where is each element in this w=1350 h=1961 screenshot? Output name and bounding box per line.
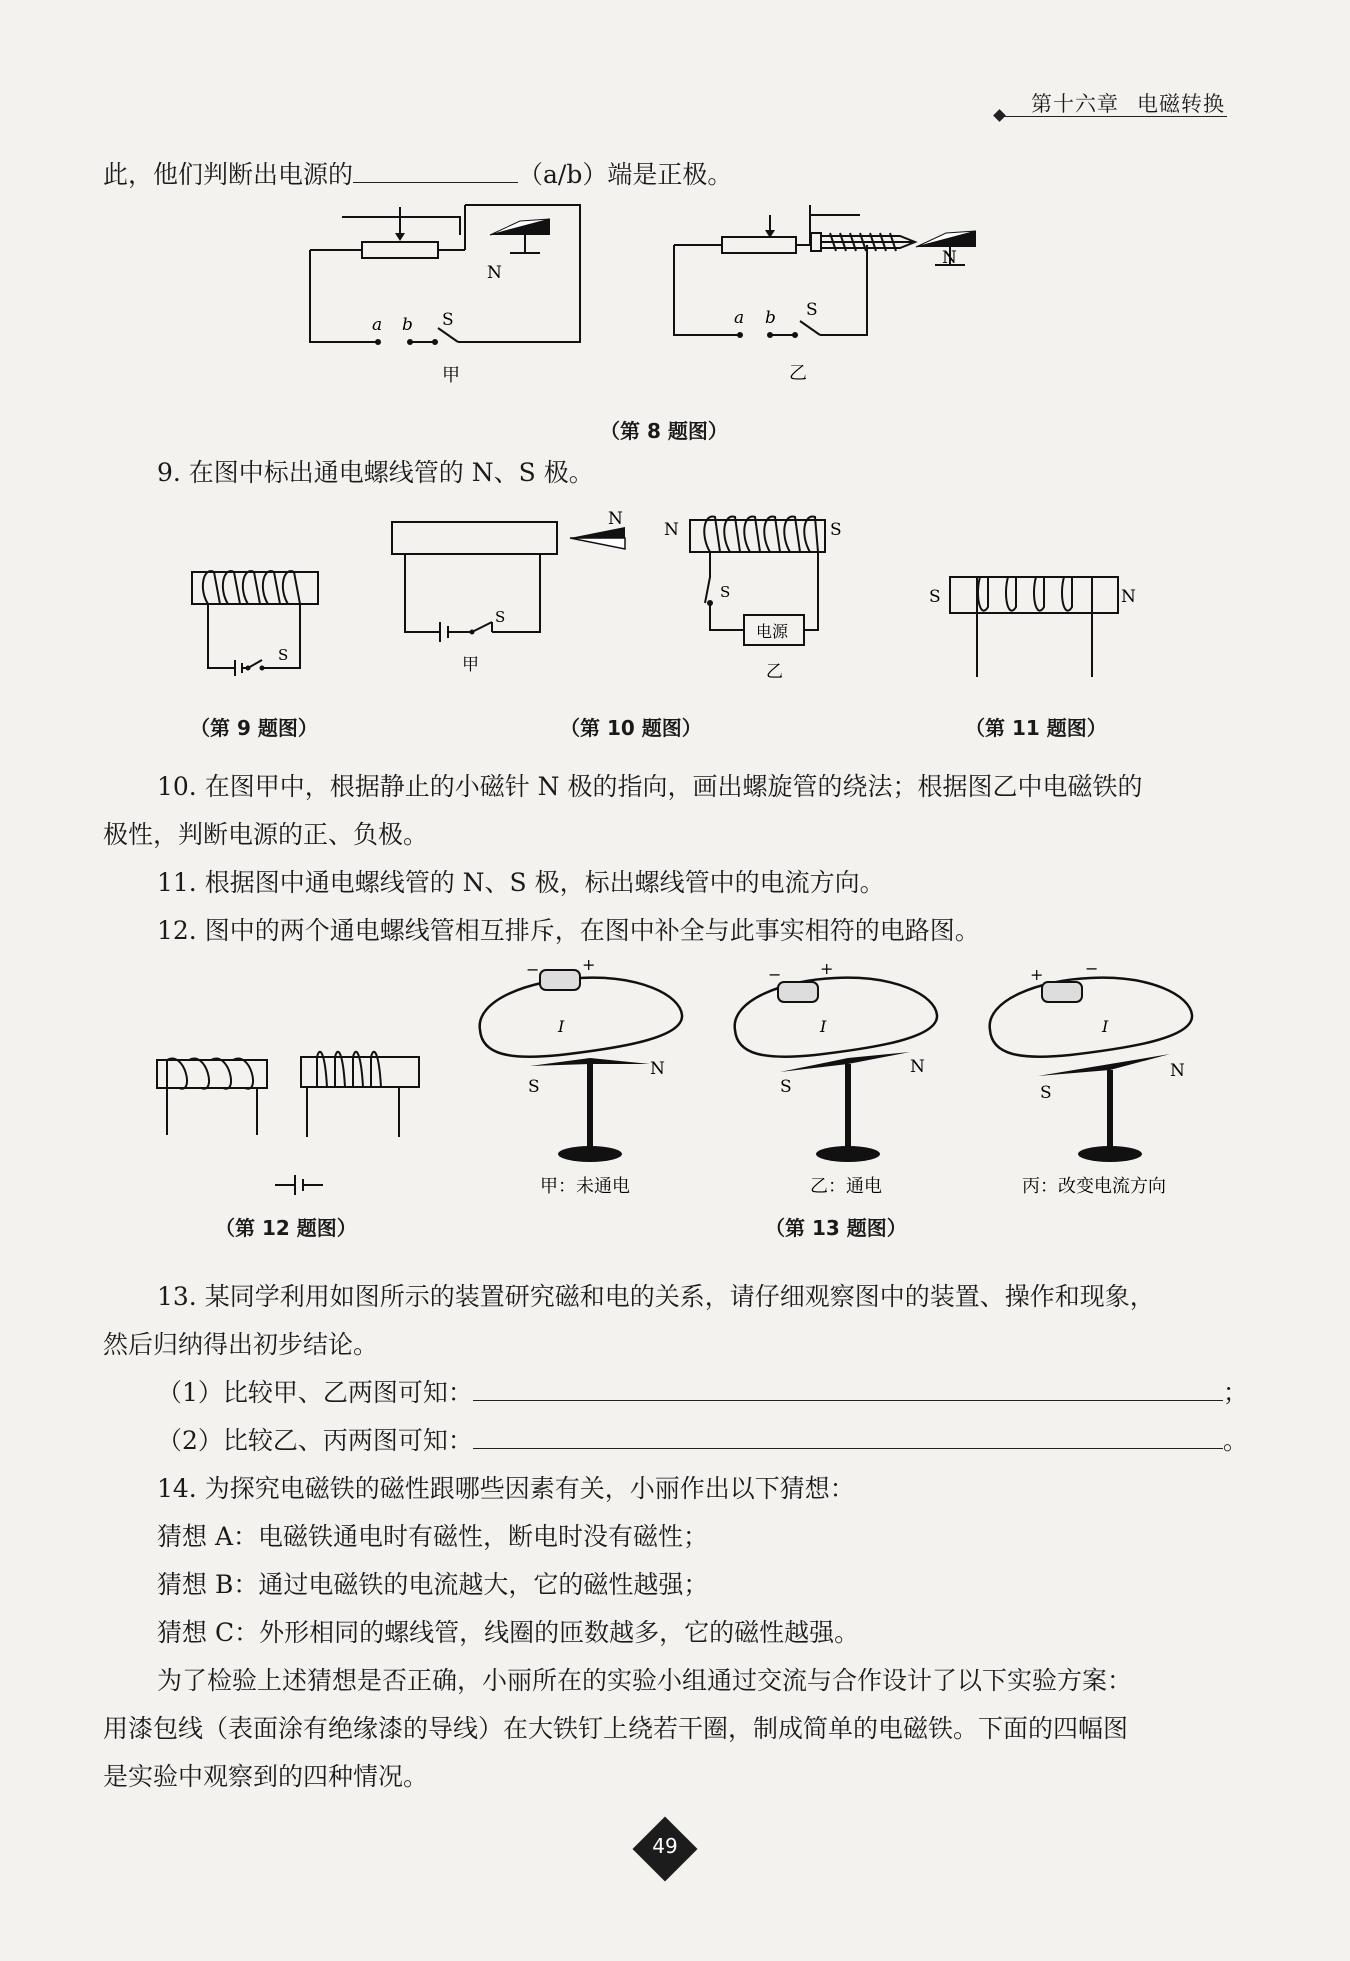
q13-text-1: 13. 某同学利用如图所示的装置研究磁和电的关系，请仔细观察图中的装置、操作和现象， [157, 1282, 1155, 1311]
fig13-yi-plus: + [820, 959, 834, 978]
fig10-yi [660, 505, 880, 685]
fig10-caption: （第 10 题图） [560, 716, 702, 740]
q14-guess-c: 猜想 C：外形相同的螺线管，线圈的匝数越多，它的磁性越强。 [157, 1618, 860, 1647]
fig10-yi-power-label: 电源 [756, 622, 789, 641]
q14-text-1: 14. 为探究电磁铁的磁性跟哪些因素有关，小丽作出以下猜想： [157, 1474, 855, 1503]
fig13-jia-plus: + [582, 955, 596, 974]
q13-part2-blank[interactable] [473, 1448, 1223, 1449]
fig13-bing-s: S [1040, 1083, 1052, 1103]
fig8-caption: （第 8 题图） [600, 419, 728, 443]
fig13-panel-bing [990, 959, 1192, 1197]
chapter-number: 第十六章 [1031, 92, 1119, 116]
fig10-yi-label: 乙 [766, 662, 783, 682]
fig8-jia-label-b: b [402, 315, 413, 335]
fig10-yi-n: N [664, 520, 679, 540]
fig8-yi-caption: 乙 [789, 363, 807, 384]
fig10-jia-switch: S [495, 608, 506, 626]
q13-part1-blank[interactable] [473, 1400, 1223, 1401]
fig8-yi-label-b: b [765, 308, 776, 328]
q14-plan-2: 用漆包线（表面涂有绝缘漆的导线）在大铁钉上绕若干圈，制成简单的电磁铁。下面的四幅图 [103, 1714, 1129, 1743]
fig13-experiment [470, 955, 1210, 1200]
fig11-caption: （第 11 题图） [965, 716, 1107, 740]
fig10-yi-switch: S [720, 583, 731, 601]
q14-plan-1: 为了检验上述猜想是否正确，小丽所在的实验小组通过交流与合作设计了以下实验方案： [157, 1666, 1133, 1695]
q14-plan-3: 是实验中观察到的四种情况。 [103, 1762, 429, 1791]
chapter-header [1031, 88, 1225, 118]
fig9-solenoid [190, 560, 330, 680]
fig10-jia [390, 510, 650, 680]
q13-part2-end: 。 [1222, 1426, 1248, 1455]
header-rule [1000, 116, 1227, 117]
fig13-bing-caption: 丙：改变电流方向 [1022, 1176, 1166, 1197]
q10-text-1: 10. 在图甲中，根据静止的小磁针 N 极的指向，画出螺旋管的绕法；根据图乙中电磁铁的 [157, 772, 1143, 801]
q12-text: 12. 图中的两个通电螺线管相互排斥，在图中补全与此事实相符的电路图。 [157, 916, 980, 945]
fig12-solenoids [155, 1045, 435, 1205]
q13-part1-end: ； [1222, 1378, 1248, 1407]
fig13-bing-n: N [1170, 1061, 1185, 1081]
q13-part2-text: （2）比较乙、丙两图可知： [157, 1426, 473, 1455]
q14-guess-b: 猜想 B：通过电磁铁的电流越大，它的磁性越强； [157, 1570, 709, 1599]
fig13-jia-caption: 甲：未通电 [540, 1176, 630, 1197]
fig13-bing-current: I [1102, 1017, 1109, 1036]
fig13-yi-minus: − [768, 965, 782, 984]
q13-part1-text: （1）比较甲、乙两图可知： [157, 1378, 473, 1407]
q8-answer-blank[interactable] [353, 182, 518, 183]
chapter-title: 电磁转换 [1137, 92, 1225, 116]
fig10-jia-label: 甲 [462, 655, 479, 675]
fig13-bing-minus: − [1085, 959, 1099, 978]
fig11-s-label: S [929, 587, 941, 607]
fig12-caption: （第 12 题图） [215, 1216, 357, 1240]
fig13-panel-yi [735, 959, 937, 1197]
q13-part1-line [157, 1378, 1248, 1408]
fig13-panel-jia [480, 955, 682, 1197]
fig13-yi-n: N [910, 1057, 925, 1077]
q8-tail-text: 此，他们判断出电源的 [103, 160, 354, 189]
fig13-yi-s: S [780, 1077, 792, 1097]
fig13-yi-caption: 乙：通电 [810, 1176, 882, 1197]
fig10-yi-s: S [830, 520, 842, 540]
fig11-n-label: N [1121, 587, 1136, 607]
q10-text-2: 极性，判断电源的正、负极。 [103, 820, 429, 849]
q8-tail-text-2: （a/b）端是正极。 [518, 160, 733, 189]
q14-guess-a: 猜想 A：电磁铁通电时有磁性，断电时没有磁性； [157, 1522, 709, 1551]
page-number: 49 [652, 1834, 678, 1858]
q8-tail-line [103, 160, 732, 190]
q13-text-2: 然后归纳得出初步结论。 [103, 1330, 379, 1359]
fig8-yi-label-a: a [734, 308, 745, 328]
fig13-bing-plus: + [1030, 965, 1044, 984]
fig13-jia-current: I [558, 1017, 565, 1036]
q13-part2-line [157, 1426, 1248, 1456]
fig13-jia-s: S [528, 1077, 540, 1097]
fig8-yi-label-switch: S [806, 300, 818, 320]
fig9-switch-label: S [278, 646, 289, 664]
fig8-jia-caption: 甲 [442, 365, 460, 386]
q11-text: 11. 根据图中通电螺线管的 N、S 极，标出螺线管中的电流方向。 [157, 868, 885, 897]
fig8-jia-label-a: a [372, 315, 383, 335]
fig11-solenoid [925, 565, 1145, 685]
fig13-yi-current: I [820, 1017, 827, 1036]
fig13-caption: （第 13 题图） [765, 1216, 907, 1240]
fig13-jia-n: N [650, 1059, 665, 1079]
fig10-jia-n: N [608, 509, 623, 529]
q9-text: 9. 在图中标出通电螺线管的 N、S 极。 [157, 458, 594, 487]
fig8-jia-label-switch: S [442, 310, 454, 330]
fig9-caption: （第 9 题图） [190, 716, 318, 740]
fig8-jia-label-n: N [487, 263, 502, 283]
fig13-jia-minus: − [526, 960, 540, 979]
fig8-circuits [300, 205, 1020, 395]
fig8-yi-label-n: N [942, 248, 957, 268]
